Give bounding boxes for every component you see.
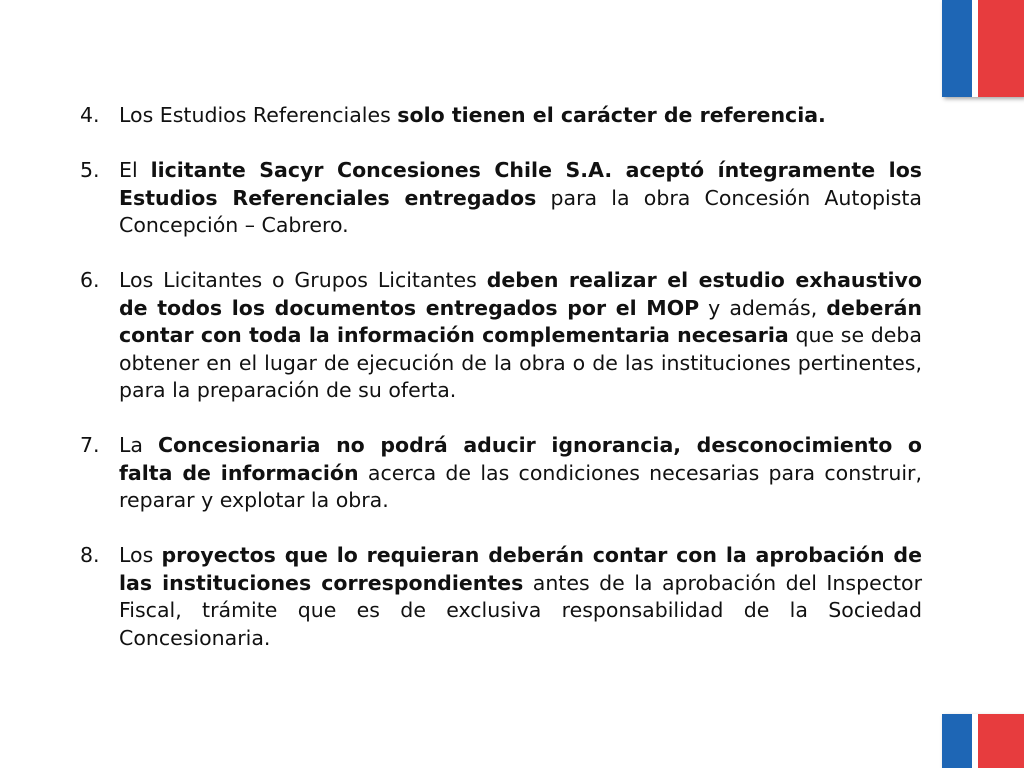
slide-content bbox=[80, 102, 922, 652]
list-item-number: 7. bbox=[80, 433, 100, 457]
flag-red-stripe bbox=[978, 0, 1024, 97]
bold-text-segment: licitante Sacyr Concesiones Chile S.A. aceptó íntegramente los Estudios Referenciales entregados bbox=[119, 158, 922, 210]
flag-blue-stripe bbox=[942, 0, 972, 97]
numbered-list bbox=[80, 102, 922, 652]
text-segment: Los bbox=[119, 543, 162, 567]
flag-blue-stripe bbox=[942, 714, 972, 768]
list-item-text bbox=[119, 267, 922, 405]
bold-text-segment: deberán contar con toda la información complementaria necesaria bbox=[119, 295, 922, 347]
list-item-number: 8. bbox=[80, 543, 100, 567]
list-item-text bbox=[119, 102, 922, 130]
list-item-text bbox=[119, 432, 922, 515]
text-segment: La bbox=[119, 433, 158, 457]
list-item bbox=[80, 157, 922, 240]
chilean-flag-stripes-top bbox=[942, 0, 1024, 97]
text-segment: antes de la aprobación del Inspector Fiscal, trámite que es de exclusiva responsabilidad de la Sociedad Concesionaria. bbox=[119, 570, 923, 650]
list-item bbox=[80, 542, 922, 652]
text-segment: Los Licitantes o Grupos Licitantes bbox=[119, 268, 487, 292]
text-segment: acerca de las condiciones necesarias para construir, reparar y explotar la obra. bbox=[119, 460, 922, 512]
list-item-text bbox=[119, 542, 922, 652]
text-segment: que se deba obtener en el lugar de ejecución de la obra o de las instituciones pertinentes, para la preparación de su oferta. bbox=[119, 323, 922, 402]
text-segment: y además, bbox=[699, 295, 827, 320]
list-item-number: 4. bbox=[80, 103, 100, 127]
list-item bbox=[80, 102, 922, 130]
bold-text-segment: proyectos que lo requieran deberán contar con la aprobación de las instituciones correspondientes bbox=[119, 543, 922, 595]
chilean-flag-stripes-bottom bbox=[942, 714, 1024, 768]
text-segment: para la obra Concesión Autopista Concepción – Cabrero. bbox=[119, 185, 922, 237]
flag-red-stripe bbox=[978, 714, 1024, 768]
list-item bbox=[80, 432, 922, 515]
bold-text-segment: deben realizar el estudio exhaustivo de todos los documentos entregados por el MOP bbox=[119, 268, 922, 320]
bold-text-segment: Concesionaria no podrá aducir ignorancia, desconocimiento o falta de información bbox=[119, 433, 923, 485]
list-item-text bbox=[119, 157, 922, 240]
text-segment: El bbox=[119, 158, 151, 182]
list-item bbox=[80, 267, 922, 405]
bold-text-segment: solo tienen el carácter de referencia. bbox=[397, 103, 826, 127]
text-segment: Los Estudios Referenciales bbox=[119, 103, 398, 127]
list-item-number: 5. bbox=[80, 158, 100, 182]
list-item-number: 6. bbox=[80, 268, 100, 292]
